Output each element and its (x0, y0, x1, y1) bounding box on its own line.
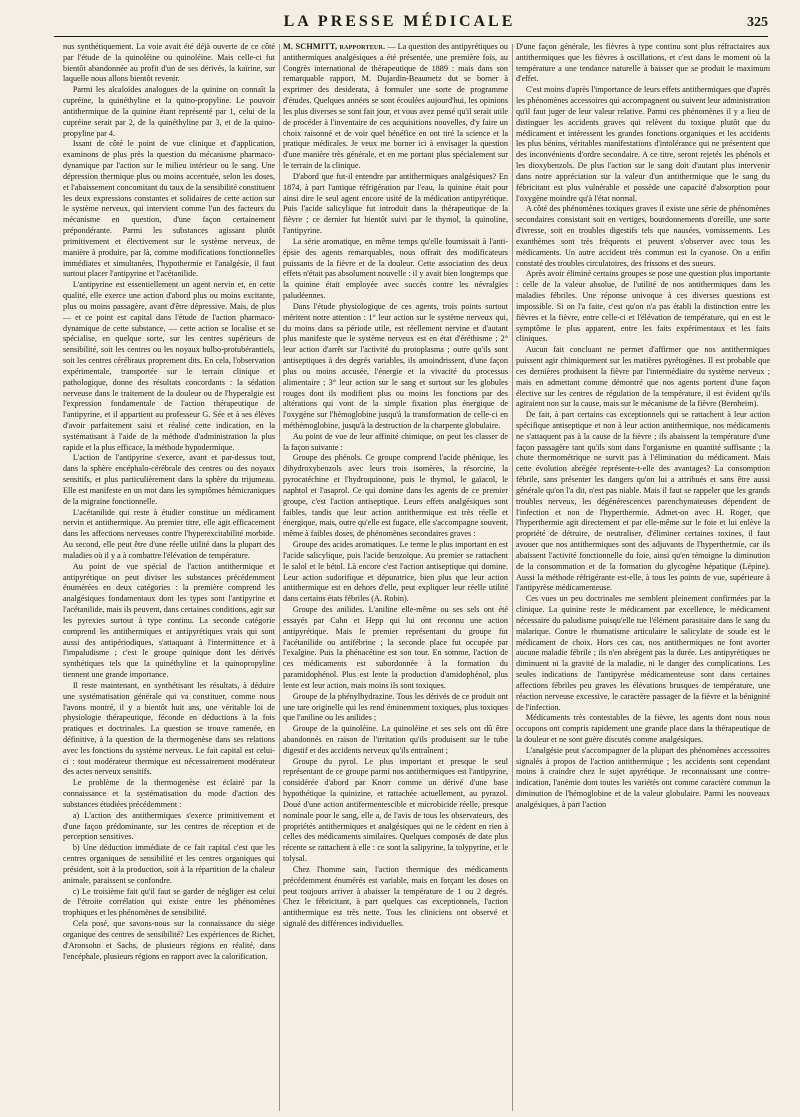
column-middle (283, 42, 508, 1114)
paragraph: La série aromatique, en même temps qu'elle fournissait à l'anti-épsie des agents remarquables, nous offrait des modificateurs puissants de la fièvre et de la douleur. Cette association des deux effets n'était pas absolument nouvelle : il y avait bien longtemps que la quinine était employée avec succès contre les névralgies paludéennes. (283, 236, 508, 301)
paragraph: L'acétanilide qui reste à étudier constitue un médicament nervin et antithermique. Au premier titre, elle agit efficacement dans les affections nerveuses contre l'hyperexcitabilité morbide. Au second, elle peut être d'une réelle utilité dans la plupart des maladies où il y a à combattre l'élévation de température. (63, 507, 275, 560)
paragraph: L'analgésie peut s'accompagner de la plupart des phénomènes accessoires signalés à propos de l'action antithermique ; les accidents sont cependant moins à craindre chez le sujet apyrétique. Je reconnaissant une contre-indication, l'anémie dont toutes les variétés ont comme caractère commun la diminution de l'hémoglobine et de la valeur globulaire. Parmi les nouveaux analgésiques, à part l'action (516, 745, 770, 809)
paragraph: Après avoir éliminé certains groupes se pose une question plus importante : celle de la valeur absolue, de l'utilité de nos antithermiques dans les maladies fébriles. Une réponse univoque à ces diverses questions est impossible. Si on l'a faite, c'est qu'on n'a pas établi la distinction entre les fièvres et la fièvre, entre celle-ci et l'élévation de température, qui en est le symptôme le plus apparent, entre les faits expérimentaux et les faits cliniques. (516, 269, 770, 344)
paragraph: Groupe des acides aromatiques. Le terme le plus important en est l'acide salicylique, puis l'acide benzoïque. Au premier se rattachent le salol et le bétol. Là encore c'est l'action antiseptique qui domine. Leur action sudorifique et dépuratrice, bien plus que leur action antithermique est en dehors d'elle, peut expliquer leur réelle utilité dans certains états fébriles (A. Robin). (283, 540, 508, 604)
paragraph: C'est moins d'après l'importance de leurs effets antithermiques que d'après les phénomènes accessoires qui accompagnent ou suivent leur administration qu'il faut juger de leur valeur relative. Parmi ces phénomènes il y a lieu de distinguer les accidents graves qui relèvent du toxique plutôt que du médicament et intéressent les grandes fonctions organiques et les accidents les plus bénins, véritables manifestations d'intolérance qui ne présentent que des inconvénients d'ordre secondaire. A ce titre, seront rejetés les phénols et les dioxybenzols. De plus l'action sur le sang doit d'autant plus intervenir dans notre appréciation sur la valeur d'un antithermique que le sang du fébricitant est plus vulnérable et possède une capacité d'absorption pour l'oxygène moindre qu'à l'état normal. (516, 85, 770, 203)
paragraph: A côté des phénomènes toxiques graves il existe une série de phénomènes secondaires consistant soit en vertiges, bourdonnements d'oreille, une sorte d'ivresse, soit en troubles digestifs tels que nausées, vomissements. Les exanthèmes sont très fréquents et peuvent s'observer avec tous les médicaments. Un autre accident très commun est la cyanose. On a enfin constaté des troubles circulatoires, des frissons et des sueurs. (516, 204, 770, 268)
paragraph: Aucun fait concluant ne permet d'affirmer que nos antithermiques puissent agir chimiquement sur les matières pyrétogènes. Il est probable que ces dernières produisent la fièvre par l'intermédiaire du système nerveux ; mais en admettant comme démontré que nos agents portent d'une façon élective sur les centres de régulation de la température, il est évident qu'ils agiraient non sur la cause, mais sur le mécanisme de la fièvre (Bernheim). (516, 345, 770, 409)
header-rule (54, 36, 768, 37)
journal-title: LA PRESSE MÉDICALE (283, 13, 516, 30)
paragraph (283, 42, 508, 172)
paragraph: L'antipyrine est essentiellement un agent nervin et, en cette qualité, elle exerce une action d'abord plus ou moins excitante, plus ou moins passagère, avant d'être dépressive. Mais, de plus — et ce point est capital dans l'étude de l'action pharmaco-dynamique de cette substance, — cette action se localise et se spécialise, en quelque sorte, sur les centres supérieurs de sensibilité, soit les centres ou les noyaux bulbo-protubérantiels, soit les centres cérébraux proprement dits. En cela, l'observation expérimentale, transportée sur le terrain clinique et pathologique, donne des résultats concordants : la sédation nerveuse dans le traitement de la douleur ou de l'hyperalgie est l'expression fondamentale de l'action thérapeutique de l'antipyrine, et il appartient au professeur G. Sée et à ses élèves d'avoir parfaitement saisi et réalisé cette indication, en la systématisant à l'aide de la méthode d'administration la plus rapide et la plus efficace, la méthode hypodermique. (63, 280, 275, 452)
paragraph: Le problème de la thermogenèse est éclairé par la connaissance et la systématisation du mode d'action des substances étudiées précédemment : (63, 778, 275, 809)
paragraph: b) Une déduction immédiate de ce fait capital c'est que les centres organiques de sensibilité et les centres organiques qui président, soit à la production, soit à la répartition de la chaleur animale, paraissent se confondre. (63, 843, 275, 885)
page-number: 325 (747, 15, 768, 30)
paragraph: c) Le troisième fait qu'il faut se garder de négliger est celui de l'étroite corrélation qui existe entre les phénomènes trophiques et les phénomènes de sensibilité. (63, 886, 275, 918)
column-divider (279, 44, 280, 1111)
paragraph: Il reste maintenant, en synthétisant les résultats, à déduire une systématisation générale qui va constituer, comme nous l'avons montré, il y a bientôt huit ans, une véritable loi de physiologie thérapeutique, féconde en déductions à la fois pratiques et doctrinales. La question se trouve ramenée, en définitive, à la question de la thermogenèse dans ses relations avec les fonctions du système nerveux. Le fait capital est celui-ci : tout modérateur thermique est nécessairement modérateur des actes nerveux sensitifs. (63, 680, 275, 777)
paragraph: Ces vues un peu doctrinales me semblent pleinement confirmées par la clinique. La quinine reste le médicament par excellence, le médicament nécessaire du paludisme puisqu'elle tue l'élément parasitaire dans le sang du malarique. Contre le rhumatisme articulaire le salicylate de soude est le médicament de choix. Hors ces cas, nos antithermiques ne font avorter aucune maladie fébrile ; ils n'en abrègent pas la durée. Les antipyrétiques ne diminuent ni la gravité de la maladie, ni le danger des complications. Les seules indications de l'antipyrèse médicamenteuse sont dans certaines affections fébriles peu graves les élévations brusques de température, une réaction nerveuse excessive, le caractère passager de la fièvre et la bénignité de l'infection. (516, 594, 770, 712)
paragraph: Cela posé, que savons-nous sur la connaissance du siège organique des centres de sensibilité? Les expériences de Richet, d'Aronsohn et Sachs, de plusieurs régions en réalité, dans l'encéphale, plusieurs régions en rapport avec la calorification. (63, 919, 275, 961)
paragraph: D'une façon générale, les fièvres à type continu sont plus réfractaires aux antithermiques que les fièvres à oscillations, et c'est dans le moment où la température a une tendance naturelle à baisser que se produit le maximum d'effet. (516, 42, 770, 84)
column-right (516, 42, 770, 1114)
speaker-lead: M. SCHMITT, rapporteur. (283, 42, 386, 51)
paragraph: Groupe des phénols. Ce groupe comprend l'acide phénique, les dihydroxybenzols avec leurs trois isomères, la résorcine, la pyrocatéchine et l'hydroquinone, puis le thymol, le gaïacol, le naphtol et l'asaprol. Ce qui domine dans les agents de ce premier groupe, c'est l'action antiseptique. Leurs effets analgésiques sont faibles, tandis que leur action antithermique est très réelle et énergique, mais, outre qu'elle est fugace, elle s'accompagne souvent, même à faibles doses, de phénomènes secondaires graves : (283, 453, 508, 539)
column-left (63, 42, 275, 1114)
column-divider (512, 44, 513, 1111)
paragraph: Médicaments très contestables de la fièvre, les agents dont nous nous occupons ont compris rapidement une grande place dans la thérapeutique de la douleur et ne sont guère discutés comme analgésiques. (516, 713, 770, 744)
running-header (52, 13, 768, 33)
paragraph: De fait, à part certains cas exceptionnels qui se rattachent à leur action spécifique antiseptique et non à leur action antithermique, nos médicaments ne s'attaquent pas à la cause de la fièvre ; ils abaissent la température d'une façon passagère tant qu'ils sont dans l'organisme en quantité suffisante ; la chute thermométrique ne survit pas à l'élimination du médicament. Mais cette évolution abrégée représente-t-elle des avantages? La consomption fébrile, sans présenter les dangers qu'on lui a attribués et sans être aussi générale qu'on l'a dit, n'est pas niable. Mais il faut se rappeler que les grands troubles nerveux, les dégénérescences parenchymateuses dépendent de l'infection et non de l'hyperthermie. Admet-on avec H. Roger, que l'hyperthermie agit directement et par elle-même sur le foie et lui enlève la propriété de détruire, de neutraliser, d'éliminer certaines toxines, il faut avouer que nos antithermiques sont des adjuvants de l'hyperthermie, car ils abaissent l'activité fonctionnelle du foie, ainsi qu'en témoigne la diminution de la consommation et de la formation du glycogène hépatique (Lépine). Aussi la méthode réfrigérante est-elle, à tous les points de vue, supérieure à l'antipyrèse médicamenteuse. (516, 410, 770, 593)
paragraph: Parmi les alcaloïdes analogues de la quinine on connaît la cupréine, la quinéthyline et la quino-propyline. Le pouvoir antithermique de la quinine étant représenté par 1, celui de la cupréine serait par 2, de la quinéthyline par 3, et de la quino-propyline par 4. (63, 85, 275, 138)
paragraph: a) L'action des antithermiques s'exerce primitivement et d'une façon prédominante, sur les centres de réception et de perception sensitives. (63, 810, 275, 842)
paragraph: D'abord que fut-il entendre par antithermiques analgésiques? En 1874, à part l'antique réfrigération par l'eau, la quinine était pour ainsi dire le seul agent encore usité de la médication antipyrétique. Puis l'acide salicylique fut introduit dans la thérapeutique de la fièvre ; ce dernier fut bientôt suivi par le thymol, la quinoline, l'antipyrine. (283, 171, 508, 236)
paragraph-text: — La question des antipyrétiques ou antithermiques analgésiques a été présentée, une première fois, au Congrès international de thérapeutique de 1889 : mais dans son remarquable rapport, M. Dujardin-Beaumetz dut se borner à exprimer des desiderata, à formuler une sorte de programme d'études. Quelques années se sont écoulées aujourd'hui, les opinions les plus diverses se sont fait jour, et vous avez pensé qu'il serait utile de procéder à l'inventaire de ces acquisitions nouvelles, d'y faire un choix raisonné et de voir quel bénéfice en ont tiré la science et la pratique médicales. Je veux me borner ici à envisager la question d'une manière très générale, et en me portant plus spécialement sur le terrain de la clinique. (283, 42, 508, 171)
paragraph: Groupe de la phénylhydrazine. Tous les dérivés de ce produit ont une tare originelle qui les rend éminemment toxiques, plus toxiques que l'aniline ou les anilides ; (283, 691, 508, 723)
paragraph: Groupe de la quinoléine. La quinoléine et ses sels ont dû être abandonnés en raison de l'irritation qu'ils produisent sur le tube digestif et des accidents nerveux qu'ils entraînent ; (283, 724, 508, 755)
paragraph: Chez l'homme sain, l'action thermique des médicaments précédemment énumérés est variable, mais en forçant les doses on peut toujours arriver à abaisser la température de 1 ou 2 degrés. Chez le fébricitant, à part quelques cas exceptionnels, l'action antithermique est très nette. Tous les cliniciens ont observé et signalé des différences individuelles. (283, 864, 508, 929)
paragraph: Groupe du pyrol. Le plus important et presque le seul représentant de ce groupe parmi nos antithermiques est l'antipyrine, considérée d'abord par Knorr comme un dérivé d'une base hypothétique la quinizine, et rattachée actuellement, au pyrazol. Doué d'une action antifermentescible et microbicide réelle, presque nominale pour le sang, elle a, de l'avis de tous les observateurs, des propriétés antithermiques et analgésiques qui ne le cèdent en rien à celles des médicaments similaires. Quelques composés de date plus récente se rattachent à elle : ce sont la salipyrine, la tolypyrine, et le tolysal. (283, 756, 508, 864)
paragraph: Groupe des anilides. L'aniline elle-même ou ses sels ont été essayés par Cahn et Hepp qui lui ont reconnu une action antipyrétique. Mais le premier représentant du groupe fut l'acétanilide ou antifébrine ; la seconde place fut occupée par l'exalgine. Puis la phénacétine est son tour. En somme, l'action de ces médicaments est subordonnée à la formation du paramidophénol. Plus est lente la production d'amidophénol, plus lente est leur action, mais moins ils sont toxiques. (283, 605, 508, 690)
paragraph: Au point de vue spécial de l'action antithermique et antipyrétique on peut diviser les substances précédemment énumérées en deux catégories : la première comprend les analgésiques fondamentaux dont les types sont l'antipyrine et l'acétanilide, mais ils peuvent, dans certaines conditions, agir sur les pyrexies surtout à type continu. La seconde catégorie comprend les antithermiques et antipyrétiques vrais qui sont aussi des antipériodiques, s'attaquant à l'intermittence et à l'impaludisme ; c'est le groupe quinique dont les dérivés synthétiques tels que la quinéthyline et la quinopropyline tiennent une grande importance. (63, 561, 275, 680)
paragraph: Au point de vue de leur affinité chimique, on peut les classer de la façon suivante : (283, 431, 508, 452)
paragraph: L'action de l'antipyrine s'exerce, avant et par-dessus tout, dans la sphère encéphalo-cérébrale des centres ou des noyaux sensitifs, et plus particulièrement dans la sphère du trijumeau. Elle est manifeste en un mot dans les symptômes hémicraniques de la migraine fonctionnelle. (63, 453, 275, 506)
paragraph: Issant de côté le point de vue clinique et d'application, examinons de plus près la question du mécanisme pharmaco-dynamique par l'action sur le milieu intérieur ou le sang. Une dépression thermique plus ou moins accentuée, selon les doses, et l'abaissement concomitant du taux de la sensibilité constituent les deux expressions constantes et solidaires de cette action sur le système nerveux, qui intervient comme l'un des facteurs du mécanisme en question, d'une façon certainement prépondérante. Parmi les substances agissant plutôt primitivement et électivement sur le système nerveux, de manière à produire, par là, comme modifications fonctionnelles immédiates et simultanées, l'hypothermie et l'analgésie, il faut surtout placer l'antipyrine et l'acétanilide. (63, 139, 275, 279)
paragraph: Dans l'étude physiologique de ces agents, trois points surtout méritent notre attention : 1° leur action sur le système nerveux qui, du moins dans sa période utile, est réellement nervine et d'autant plus manifeste que le système nerveux est en état d'éréthisme ; 2° leur action d'arrêt sur l'activité du protoplasma ; outre qu'ils sont antiseptiques à des degrés variables, ils amoindrissent, d'une façon plus ou moins accusée, l'énergie et la vivacité du processus alimentaire ; 3° leur action sur le sang et surtout sur les globules rouges dont ils modifient plus ou moins les fonctions par des altérations qui vont de la simple fixation plus énergique de l'oxygène sur l'hémoglobine jusqu'à la transformation de celle-ci en méthémoglobine, jusqu'à la destruction de la charpente globulaire. (283, 301, 508, 430)
paragraph: nus synthétiquement. La voie avait été déjà ouverte de ce côté par l'étude de la quinoléine ou quinoléine. Mais celle-ci fut bientôt abandonnée au profit d'un de ses dérivés, la kaïrine, sur laquelle nous allons bientôt revenir. (63, 42, 275, 84)
